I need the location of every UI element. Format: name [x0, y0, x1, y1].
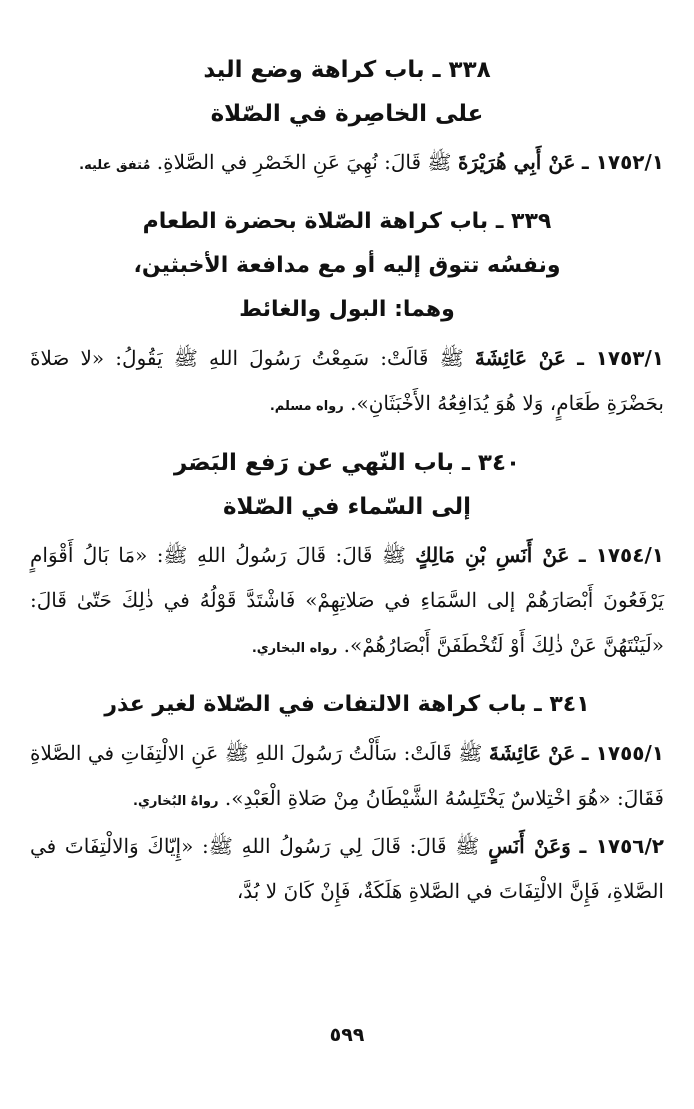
- hadith-source: رواهُ البُخاري.: [133, 794, 219, 809]
- chapter-title-line: وهما: البول والغائط: [239, 297, 455, 322]
- page-number: ٥٩٩: [329, 1024, 365, 1046]
- hadith-narrator: عَنْ عَائِشَةَ: [474, 346, 566, 370]
- hadith-narrator: وَعَنْ أَنَسٍ: [488, 834, 571, 858]
- chapter-title-line: على الخاصِرة في الصّلاة: [210, 101, 484, 127]
- hadith-number: ١٧٥٤/١ ـ: [578, 543, 664, 567]
- chapter-title-line: ٣٤٠ ـ باب النّهي عن رَفع البَصَر: [173, 450, 521, 476]
- hadith-narrator: عَنْ أَنَسِ بْنِ مَالِكٍ: [415, 543, 570, 567]
- chapter-title-line: ٣٣٨ ـ باب كراهة وضع اليد: [203, 57, 491, 83]
- chapter-341: [30, 683, 664, 914]
- hadith-number: ١٧٥٦/٢ ـ: [579, 834, 665, 858]
- hadith-text: ﷺ قَالَتْ: سَمِعْتُ رَسُولَ اللهِ ﷺ يَقُولُ: «لا صَلاةَ بحَضْرَةِ طَعَامٍ، وَلا هُوَ يُدَافِعُهُ الأَخْبَثَانِ».: [30, 346, 664, 415]
- hadith-text: ﷺ قَالَ: قَالَ لِي رَسُولُ اللهِ ﷺ: «إِيّاكَ وَالالْتِفَاتَ في الصَّلاةِ، فَإِنَّ الالْتِفَاتَ في الصَّلاةِ هَلَكَةٌ، فَإِنْ كَانَ لا بُدَّ،: [30, 834, 664, 903]
- chapter-title-line: ونفسُه تتوق إليه أو مع مدافعة الأخبثين،: [133, 253, 561, 278]
- hadith-number: ١٧٥٣/١ ـ: [577, 346, 664, 370]
- chapter-title-line: إلى السّماء في الصّلاة: [222, 494, 472, 520]
- hadith-number: ١٧٥٥/١ ـ: [581, 741, 664, 765]
- hadith-1754: [30, 533, 664, 671]
- book-page: [30, 48, 664, 914]
- chapter-title: [30, 441, 664, 529]
- hadith-1755: [30, 731, 664, 824]
- hadith-number: ١٧٥٢/١ ـ: [581, 150, 664, 174]
- hadith-narrator: عَنْ أَبِي هُرَيْرَةَ: [457, 150, 576, 174]
- hadith-1756: [30, 824, 664, 914]
- hadith-text: ﷺ قَالَتْ: سَأَلْتُ رَسُولَ اللهِ ﷺ عَنِ الالْتِفَاتِ في الصَّلاةِ فَقَالَ: «هُوَ اخْتِلاسٌ يَخْتَلِسُهُ الشَّيْطَانُ مِنْ صَلاةِ الْعَبْدِ».: [30, 741, 664, 810]
- chapter-title: [30, 683, 664, 727]
- hadith-source: مُتفق عليه.: [79, 158, 151, 173]
- hadith-text: ﷺ قَالَ: نُهِيَ عَنِ الخَصْرِ في الصَّلاةِ.: [156, 150, 452, 174]
- chapter-340: [30, 441, 664, 671]
- hadith-1753: [30, 336, 664, 429]
- hadith-narrator: عَنْ عَائِشَةَ: [488, 741, 576, 765]
- chapter-title-line: ٣٣٩ ـ باب كراهة الصّلاة بحضرة الطعام: [142, 209, 552, 234]
- hadith-text: ﷺ قَالَ: قَالَ رَسُولُ اللهِ ﷺ: «مَا بَالُ أَقْوَامٍ يَرْفَعُونَ أَبْصَارَهُمْ إلى السَّمَاءِ في صَلاتِهِمْ» فَاشْتَدَّ قَوْلُهُ في ذٰلِكَ حَتّىٰ قَالَ: «لَيَنْتَهُنَّ عَنْ ذٰلِكَ أَوْ لَتُخْطَفَنَّ أَبْصَارُهُمْ».: [30, 543, 664, 657]
- hadith-source: رواه مسلم.: [269, 399, 344, 414]
- hadith-source: رواه البخاري.: [251, 641, 338, 656]
- chapter-title-line: ٣٤١ ـ باب كراهة الالتفات في الصّلاة لغير عذر: [104, 692, 590, 717]
- hadith-1752: [30, 140, 664, 188]
- chapter-339: [30, 200, 664, 429]
- chapter-title: [30, 48, 664, 136]
- chapter-338: [30, 48, 664, 188]
- chapter-title: [30, 200, 664, 332]
